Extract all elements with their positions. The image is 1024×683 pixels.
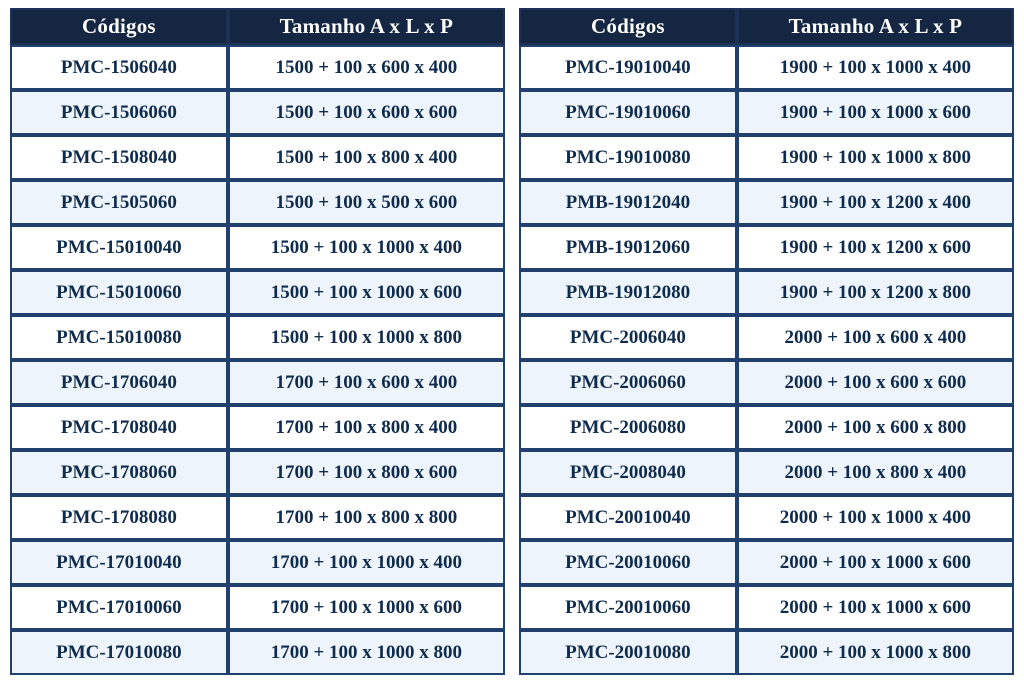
table-row <box>519 360 1014 405</box>
cell-size: 2000 + 100 x 1000 x 400 <box>737 495 1014 540</box>
table-row <box>519 225 1014 270</box>
cell-code: PMC-15010080 <box>10 315 228 360</box>
column-header-tamanho: Tamanho A x L x P <box>737 8 1014 45</box>
right-table-wrapper <box>519 8 1014 675</box>
cell-code: PMC-17010060 <box>10 585 228 630</box>
cell-code: PMC-17010040 <box>10 540 228 585</box>
cell-size: 1900 + 100 x 1200 x 800 <box>737 270 1014 315</box>
table-row <box>519 540 1014 585</box>
cell-size: 1900 + 100 x 1200 x 400 <box>737 180 1014 225</box>
cell-code: PMC-2006060 <box>519 360 737 405</box>
cell-code: PMC-1506060 <box>10 90 228 135</box>
cell-code: PMC-1708060 <box>10 450 228 495</box>
table-row <box>10 450 505 495</box>
table-row <box>10 315 505 360</box>
table-row <box>519 270 1014 315</box>
table-row <box>10 90 505 135</box>
cell-code: PMC-20010080 <box>519 630 737 675</box>
cell-code: PMB-19012080 <box>519 270 737 315</box>
column-header-codigos: Códigos <box>519 8 737 45</box>
cell-size: 2000 + 100 x 1000 x 600 <box>737 540 1014 585</box>
table-row <box>10 270 505 315</box>
cell-code: PMB-19012040 <box>519 180 737 225</box>
cell-code: PMC-1708080 <box>10 495 228 540</box>
cell-size: 1500 + 100 x 500 x 600 <box>228 180 505 225</box>
right-table-header <box>519 8 1014 45</box>
cell-size: 1900 + 100 x 1000 x 400 <box>737 45 1014 90</box>
table-row <box>10 540 505 585</box>
cell-code: PMC-19010080 <box>519 135 737 180</box>
table-row <box>10 45 505 90</box>
cell-size: 1500 + 100 x 1000 x 400 <box>228 225 505 270</box>
cell-size: 1700 + 100 x 600 x 400 <box>228 360 505 405</box>
cell-code: PMC-20010040 <box>519 495 737 540</box>
cell-size: 1500 + 100 x 600 x 600 <box>228 90 505 135</box>
cell-code: PMB-19012060 <box>519 225 737 270</box>
cell-size: 2000 + 100 x 600 x 600 <box>737 360 1014 405</box>
cell-code: PMC-15010060 <box>10 270 228 315</box>
cell-code: PMC-2006040 <box>519 315 737 360</box>
cell-code: PMC-19010040 <box>519 45 737 90</box>
table-row <box>519 45 1014 90</box>
table-row <box>519 180 1014 225</box>
column-header-tamanho: Tamanho A x L x P <box>228 8 505 45</box>
cell-size: 1700 + 100 x 800 x 600 <box>228 450 505 495</box>
table-row <box>519 405 1014 450</box>
product-code-table-right <box>519 8 1014 675</box>
cell-size: 1700 + 100 x 800 x 400 <box>228 405 505 450</box>
cell-size: 1900 + 100 x 1000 x 600 <box>737 90 1014 135</box>
table-row <box>519 450 1014 495</box>
left-table-wrapper <box>10 8 505 675</box>
table-row <box>10 135 505 180</box>
cell-size: 1900 + 100 x 1200 x 600 <box>737 225 1014 270</box>
header-row <box>10 8 505 45</box>
left-table-body <box>10 45 505 675</box>
table-row <box>10 630 505 675</box>
cell-code: PMC-17010080 <box>10 630 228 675</box>
cell-size: 1500 + 100 x 600 x 400 <box>228 45 505 90</box>
table-row <box>519 90 1014 135</box>
cell-code: PMC-19010060 <box>519 90 737 135</box>
cell-size: 2000 + 100 x 600 x 800 <box>737 405 1014 450</box>
cell-code: PMC-1505060 <box>10 180 228 225</box>
right-table-body <box>519 45 1014 675</box>
cell-size: 2000 + 100 x 1000 x 800 <box>737 630 1014 675</box>
header-row <box>519 8 1014 45</box>
cell-code: PMC-1506040 <box>10 45 228 90</box>
cell-code: PMC-2006080 <box>519 405 737 450</box>
product-code-table-left <box>10 8 505 675</box>
cell-size: 1900 + 100 x 1000 x 800 <box>737 135 1014 180</box>
table-row <box>10 225 505 270</box>
table-row <box>10 405 505 450</box>
cell-size: 2000 + 100 x 600 x 400 <box>737 315 1014 360</box>
cell-code: PMC-1708040 <box>10 405 228 450</box>
table-row <box>10 495 505 540</box>
cell-code: PMC-1508040 <box>10 135 228 180</box>
cell-size: 2000 + 100 x 1000 x 600 <box>737 585 1014 630</box>
cell-size: 1500 + 100 x 1000 x 600 <box>228 270 505 315</box>
table-row <box>519 495 1014 540</box>
cell-size: 1700 + 100 x 1000 x 400 <box>228 540 505 585</box>
table-row <box>10 180 505 225</box>
cell-size: 1500 + 100 x 800 x 400 <box>228 135 505 180</box>
cell-code: PMC-2008040 <box>519 450 737 495</box>
table-row <box>10 585 505 630</box>
table-row <box>10 360 505 405</box>
cell-size: 1700 + 100 x 1000 x 800 <box>228 630 505 675</box>
table-row <box>519 135 1014 180</box>
table-row <box>519 585 1014 630</box>
column-header-codigos: Códigos <box>10 8 228 45</box>
cell-size: 1500 + 100 x 1000 x 800 <box>228 315 505 360</box>
cell-code: PMC-15010040 <box>10 225 228 270</box>
cell-code: PMC-20010060 <box>519 585 737 630</box>
cell-size: 1700 + 100 x 800 x 800 <box>228 495 505 540</box>
cell-size: 1700 + 100 x 1000 x 600 <box>228 585 505 630</box>
cell-code: PMC-1706040 <box>10 360 228 405</box>
table-row <box>519 315 1014 360</box>
table-row <box>519 630 1014 675</box>
cell-code: PMC-20010060 <box>519 540 737 585</box>
left-table-header <box>10 8 505 45</box>
cell-size: 2000 + 100 x 800 x 400 <box>737 450 1014 495</box>
